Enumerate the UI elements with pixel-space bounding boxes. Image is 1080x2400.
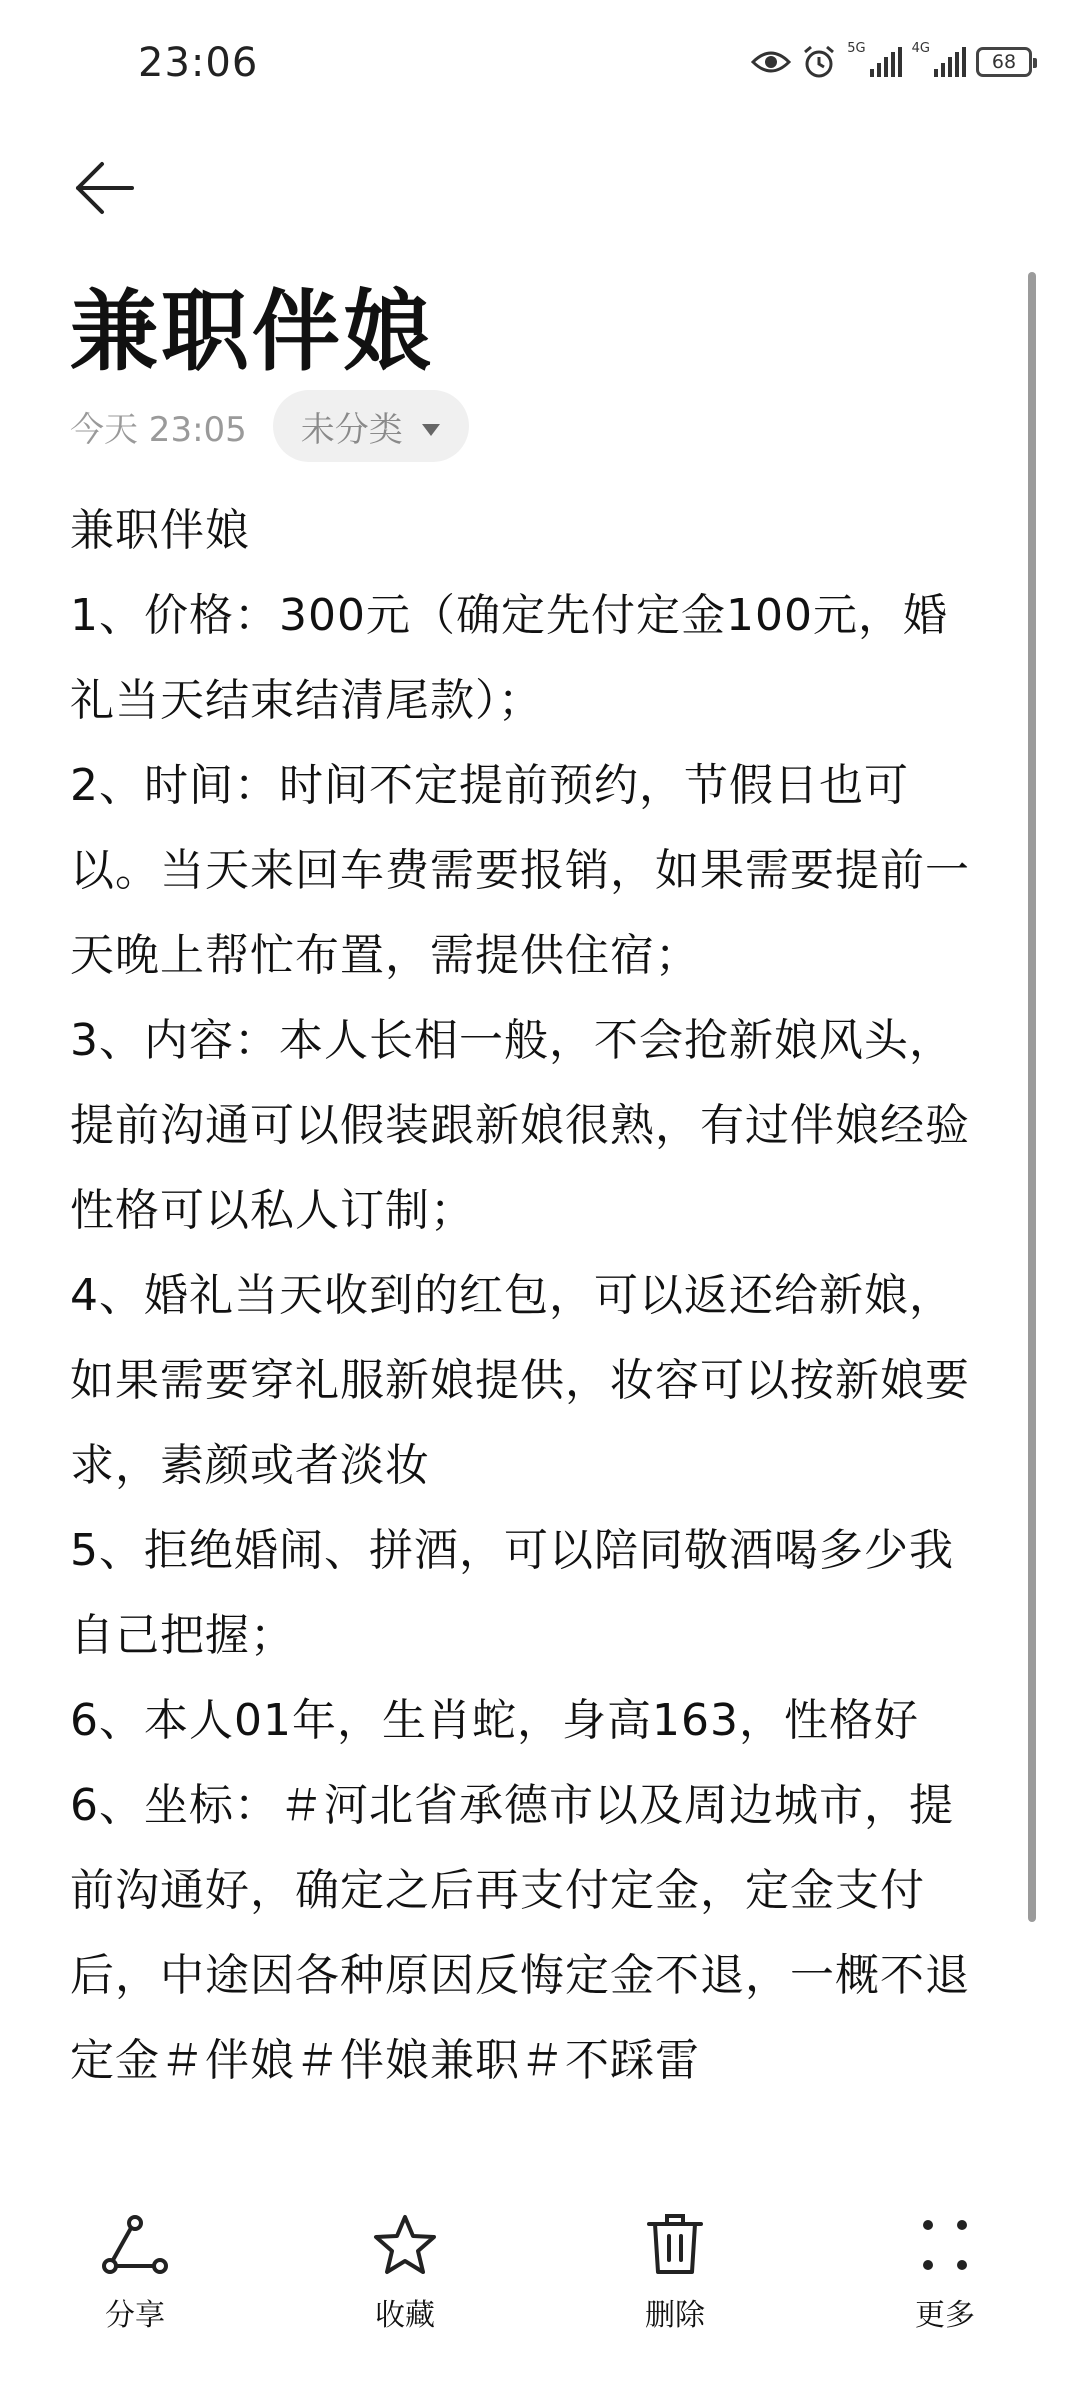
battery-icon [976, 47, 1032, 77]
note-body[interactable]: 兼职伴娘 1、价格：300元（确定先付定金100元，婚礼当天结束结清尾款）； 2、时间：时间不定提前预约，节假日也可以。当天来回车费需要报销，如果需要提前一天晚上帮忙布置，需提供住宿； 3、内容：本人长相一般，不会抢新娘风头，提前沟通可以假装跟新娘很熟，有过伴娘经验性格可以私人订制； 4、婚礼当天收到的红包，可以返还给新娘，如果需要穿礼服新娘提供，妆容可以按新娘要求，素颜或者淡妆 5、拒绝婚闹、拼酒，可以陪同敬酒喝多少我自己把握； 6、本人01年，生肖蛇，身高163，性格好 6、坐标：＃河北省承德市以及周边城市，提前沟通好，确定之后再支付定金，定金支付后，中途因各种原因反悔定金不退，一概不退定金＃伴娘＃伴娘兼职＃不踩雷 [70, 505, 970, 2086]
note-title[interactable]: 兼职伴娘 [70, 280, 435, 383]
note-meta [70, 388, 469, 464]
favorite-label: 收藏 [375, 2298, 435, 2333]
more-button[interactable] [810, 2210, 1080, 2360]
eye-icon [751, 48, 791, 76]
arrow-left-icon [74, 160, 134, 220]
more-label: 更多 [915, 2298, 975, 2333]
share-label: 分享 [105, 2298, 165, 2333]
trash-icon [640, 2210, 710, 2280]
status-time: 23:06 [138, 40, 259, 86]
bottom-toolbar [0, 2210, 1080, 2360]
status-icons [751, 40, 1032, 80]
delete-label: 删除 [645, 2298, 705, 2333]
chevron-down-icon [421, 406, 441, 446]
signal-icon [870, 47, 902, 77]
scrollbar[interactable] [1028, 272, 1036, 1922]
network-label-1: 5G [847, 40, 866, 56]
more-icon [910, 2210, 980, 2280]
category-dropdown[interactable] [273, 390, 469, 462]
signal-icon [934, 47, 966, 77]
category-label: 未分类 [300, 409, 403, 450]
star-icon [370, 2210, 440, 2280]
status-bar [0, 0, 1080, 130]
share-icon [100, 2210, 170, 2280]
favorite-button[interactable] [270, 2210, 540, 2360]
battery-level: 68 [991, 51, 1017, 73]
network-label-2: 4G [911, 40, 930, 56]
share-button[interactable] [0, 2210, 270, 2360]
back-button[interactable] [64, 150, 144, 230]
note-date: 今天 23:05 [70, 409, 247, 450]
delete-button[interactable] [540, 2210, 810, 2360]
alarm-icon [801, 44, 837, 80]
